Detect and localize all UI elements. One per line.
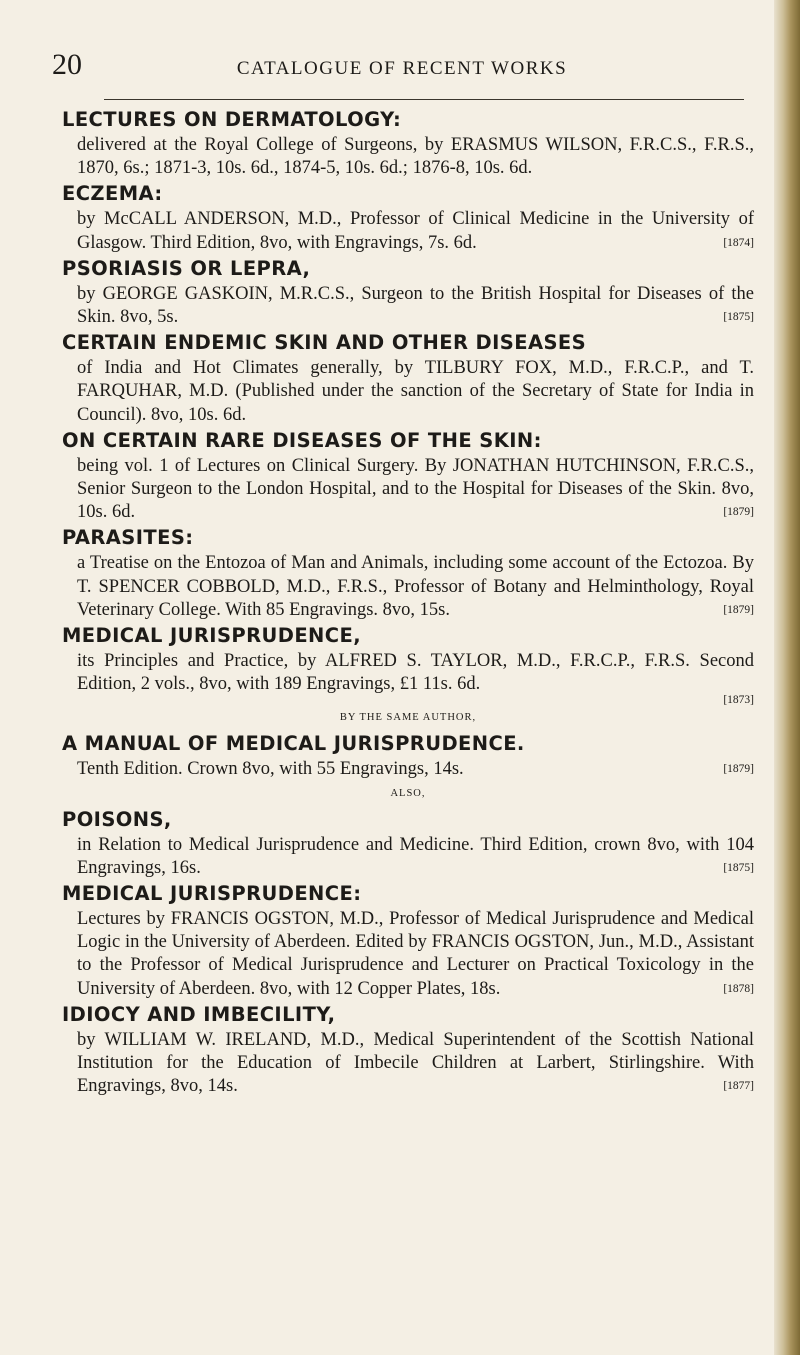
- entry-year: [1875]: [723, 311, 754, 324]
- entry-description: [62, 552, 754, 622]
- header-rule: [104, 99, 744, 100]
- entry-title: PARASITES:: [62, 526, 194, 550]
- entry-title: CERTAIN ENDEMIC SKIN AND OTHER DISEASES: [62, 331, 587, 355]
- entry-text: in Relation to Medical Jurisprudence and Medicine. Third Edition, crown 8vo, with 104 Engravings, 16s.: [77, 834, 754, 878]
- entry-text: Tenth Edition. Crown 8vo, with 55 Engravings, 14s.: [77, 759, 464, 780]
- entry-title: POISONS,: [62, 807, 172, 831]
- entry-year: [1875]: [723, 861, 754, 874]
- entry-description: [62, 650, 754, 696]
- page-header: [52, 48, 752, 88]
- entry-description: [62, 208, 754, 254]
- entry-text: its Principles and Practice, by ALFRED S. TAYLOR, M.D., F.R.C.P., F.R.S. Second Edition, 2 vols., 8vo, with 189 Engravings, £1 11s. 6d.: [77, 651, 754, 695]
- entry-text: a Treatise on the Entozoa of Man and Animals, including some account of the Ectozoa. By T. SPENCER COBBOLD, M.D., F.R.S., Professor of Botany and Helminthology, Royal Veterinary College. With 85 Engravings. 8vo, 15s.: [77, 553, 754, 620]
- catalogue-entry: [62, 106, 754, 180]
- entry-text: delivered at the Royal College of Surgeons, by ERASMUS WILSON, F.R.C.S., F.R.S., 1870, 6s.; 1871-3, 10s. 6d., 1874-5, 10s. 6d.; 1876-8, 10s. 6d.: [77, 135, 754, 179]
- entry-description: [62, 134, 754, 180]
- entry-text: of India and Hot Climates generally, by TILBURY FOX, M.D., F.R.C.P., and T. FARQUHAR, M.D. (Published under the sanction of the Secretary of State for India in Council). 8vo, 10s. 6d.: [77, 358, 754, 425]
- entry-description: [62, 455, 754, 525]
- page-edge-shadow: [774, 0, 800, 1355]
- catalogue-entry: [62, 806, 754, 880]
- running-title: CATALOGUE OF RECENT WORKS: [236, 58, 568, 79]
- entry-description: [62, 283, 754, 329]
- catalogue-entry: [62, 730, 754, 805]
- catalogue-entries: [62, 106, 754, 1098]
- entry-description: [62, 758, 754, 781]
- entry-year: [1873]: [723, 694, 754, 707]
- entry-year: [1879]: [723, 603, 754, 616]
- catalogue-entry: [62, 880, 754, 1001]
- author-note: ALSO,: [390, 787, 426, 799]
- entry-title: A MANUAL OF MEDICAL JURISPRUDENCE.: [62, 732, 525, 756]
- entry-text: by GEORGE GASKOIN, M.R.C.S., Surgeon to the British Hospital for Diseases of the Skin. 8vo, 5s.: [77, 283, 754, 328]
- entry-title: ON CERTAIN RARE DISEASES OF THE SKIN:: [62, 428, 542, 452]
- entry-year: [1879]: [723, 506, 754, 519]
- catalogue-entry: [62, 427, 754, 525]
- entry-title: IDIOCY AND IMBECILITY,: [62, 1002, 336, 1026]
- entry-title: ECZEMA:: [62, 182, 163, 206]
- entry-text: Lectures by FRANCIS OGSTON, M.D., Professor of Medical Jurisprudence and Medical Logic in the University of Aberdeen. Edited by FRANCIS OGSTON, Jun., M.D., Assistant to the Professor of Medical Jurisprudence and Lecturer on Practical Toxicology in the University of Aberdeen. 8vo, with 12 Copper Plates, 18s.: [77, 909, 754, 999]
- entry-title: MEDICAL JURISPRUDENCE:: [62, 882, 362, 906]
- entry-year: [1879]: [723, 763, 754, 776]
- entry-year: [1877]: [723, 1080, 754, 1093]
- entry-title: LECTURES ON DERMATOLOGY:: [62, 108, 402, 131]
- catalogue-entry: [62, 329, 754, 427]
- catalogue-entry: [62, 1001, 754, 1099]
- entry-year: [1874]: [723, 236, 754, 249]
- entry-year: [1878]: [723, 982, 754, 995]
- entry-title: PSORIASIS OR LEPRA,: [62, 256, 311, 280]
- entry-title: MEDICAL JURISPRUDENCE,: [62, 624, 361, 648]
- entry-description: [62, 1029, 754, 1099]
- page-number: 20: [52, 48, 82, 81]
- entry-description: [62, 357, 754, 427]
- entry-text: being vol. 1 of Lectures on Clinical Surgery. By JONATHAN HUTCHINSON, F.R.C.S., Senior Surgeon to the London Hospital, and to the Hospital for Diseases of the Skin. 8vo, 10s. 6d.: [77, 455, 754, 523]
- author-note: BY THE SAME AUTHOR,: [339, 712, 477, 724]
- entry-description: [62, 834, 754, 880]
- catalogue-entry: [62, 524, 754, 622]
- entry-description: [62, 908, 754, 1001]
- entry-text: by WILLIAM W. IRELAND, M.D., Medical Superintendent of the Scottish National Institution for the Education of Imbecile Children at Larbert, Stirlingshire. With Engravings, 8vo, 14s.: [77, 1029, 754, 1097]
- catalogue-entry: [62, 622, 754, 730]
- catalogue-entry: [62, 180, 754, 254]
- entry-text: by McCALL ANDERSON, M.D., Professor of Clinical Medicine in the University of Glasgow. Third Edition, 8vo, with Engravings, 7s. 6d.: [77, 209, 754, 253]
- catalogue-entry: [62, 255, 754, 329]
